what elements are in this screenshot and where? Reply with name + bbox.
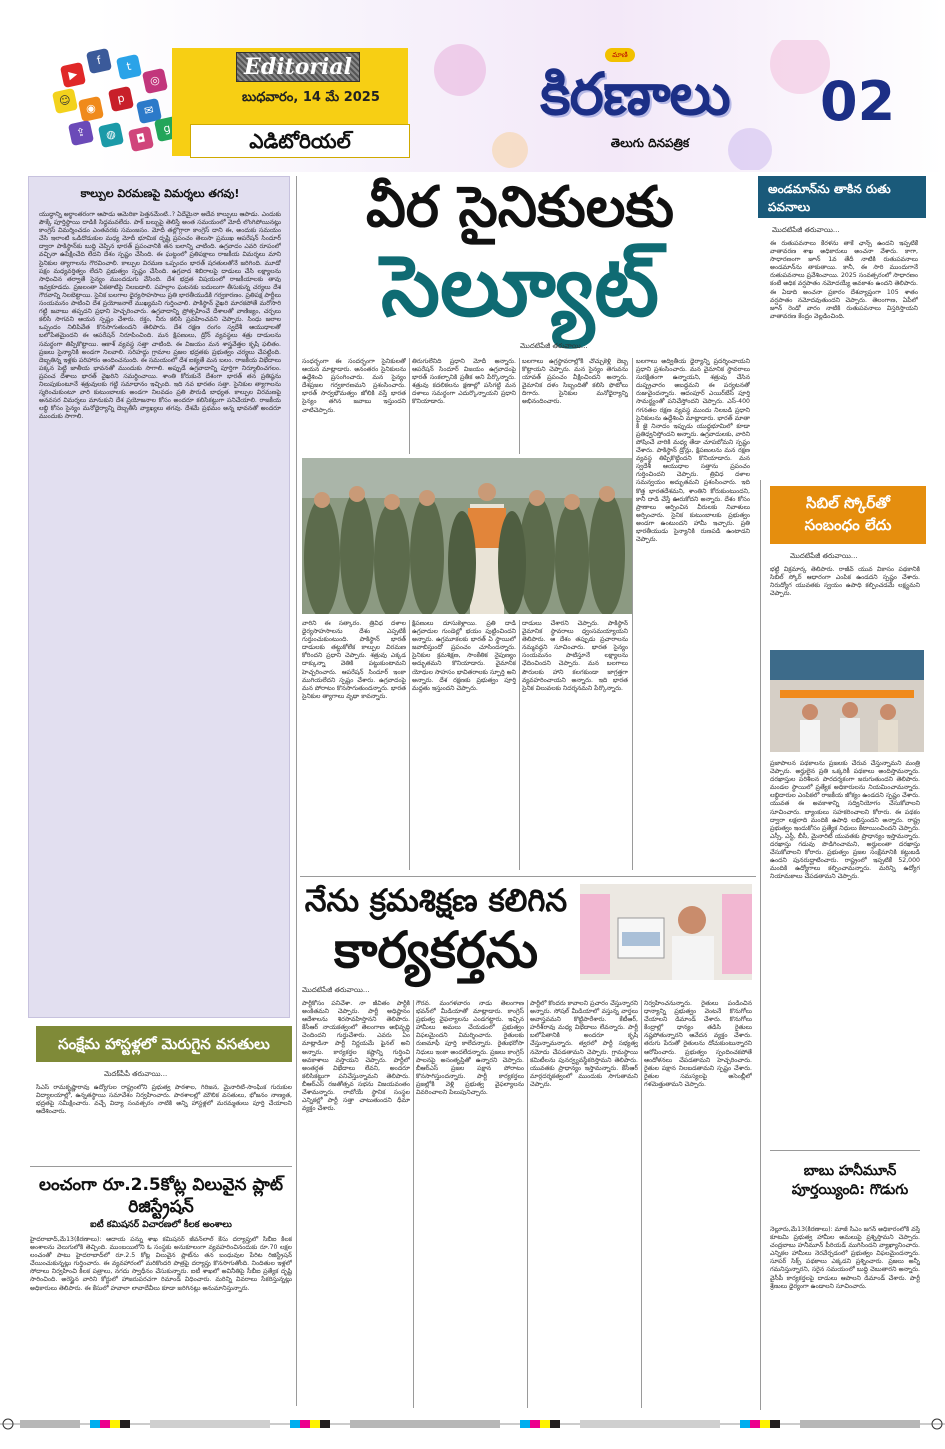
cibil-body: భట్టి విక్రమార్క తెలిపారు. రాజీవ్ యువ వికాసం పథకానికి సిబిల్ స్కోర్ ఆధారంగా ఎంపిక ఉండదని స్పష్టం చేశారు. నిరుద్యోగ యువతకు స్వయం ఉపాధి కల్పించడమే లక్ష్యమని చెప్పారు. <box>770 566 920 598</box>
google-icon: g <box>154 116 180 142</box>
section-label: ఎడిటోరియల్ <box>190 124 410 158</box>
main-column-d: బలగాలు అద్వితీయ ధైర్యాన్ని ప్రదర్శించాయని ప్రధాని ప్రశంసించారు. మన వైమానిక స్థావరాలు సురక్షితంగా ఉన్నాయని, శత్రువు చేసిన దుష్ప్రచారం అబద్ధమని ఈ పర్యటనతో రుజువైందన్నారు. ఆదంపూర్ ఎయిర్‌బేస్ పూర్తి సామర్థ్యంతో పనిచేస్తోందని చెప్పారు. ఎస్-400 గగనతల రక్షణ వ్యవస్థ ముందు నిలబడి ప్రధాని సైనికులను ఉద్దేశించి మాట్లాడారు. భారత్ మాతా కీ జై నినాదం ఇప్పుడు యుద్ధభూమిలో కూడా ప్రతిధ్వనిస్తోందని అన్నారు. ఉగ్రవాదులకు, వారిని పోషించే వారికి మధ్య తేడా చూపబోమని స్పష్టం చేశారు. పాకిస్థాన్ డ్రోన్లు, క్షిపణులను మన రక్షణ వ్యవస్థ తిప్పికొట్టిందని కొనియాడారు. మన స్వదేశీ ఆయుధాల సత్తాను ప్రపంచం గుర్తించిందని చెప్పారు. త్రివిధ దళాల సమన్వయం అద్భుతమని ప్రశంసించారు. ఇది కొత్త భారతదేశమని, శాంతిని కోరుకుంటుందని, కానీ దాడి చేస్తే ఊరుకోదని అన్నారు. దేశం కోసం ప్రాణాలు అర్పించిన వీరులకు నివాళులు అర్పించారు. సైనిక కుటుంబాలకు ప్రభుత్వం అండగా ఉంటుందని హామీ ఇచ్చారు. ప్రతి భారతీయుడు సైన్యానికి రుణపడి ఉంటాడని చెప్పారు. <box>636 358 750 544</box>
column-divider <box>413 1000 414 1408</box>
column-divider <box>632 358 633 870</box>
leader-photo-illustration <box>580 884 752 980</box>
print-registration-strip <box>0 1412 945 1436</box>
pinterest-icon: p <box>108 86 134 112</box>
newspaper-tagline: తెలుగు దినపత్రిక <box>610 136 690 150</box>
welfare-headline: సంక్షేమ హాస్టళ్లలో మెరుగైన వసతులు <box>36 1026 292 1062</box>
editorial-stamp: Editorial <box>236 52 360 82</box>
brand-badge: మాణి <box>605 48 635 62</box>
main-column-e: వారిని ఈ సత్కారం. త్రివిధ దళాల ధైర్యసాహసాలను దేశం ఎప్పటికీ గుర్తుంచుకుంటుంది. పాకిస్థాన్ భారత్ దాడులకు తట్టుకోలేక కాల్పుల విరమణ కోరిందని ప్రధాని చెప్పారు. శత్రువు ఎక్కడ దాక్కున్నా వెతికి పట్టుకుంటామని హెచ్చరించారు. ఆపరేషన్ సిందూర్ ఇంకా ముగియలేదని స్పష్టం చేశారు. ఉగ్రవాదంపై మన పోరాటం కొనసాగుతుందన్నారు. భారత సైనికుల త్యాగాలు వృథా కావన్నారు. <box>302 620 406 700</box>
camera-icon: ◘ <box>128 126 154 152</box>
column-divider <box>519 358 520 454</box>
globe-icon: ◍ <box>98 122 124 148</box>
issue-date: బుధవారం, 14 మే 2025 <box>242 90 380 105</box>
karyakartha-column-3: పార్టీలో కొందరు కావాలని ప్రచారం చేస్తున్నారని అన్నారు. సోషల్ మీడియాలో వస్తున్న వార్తలు అవాస్తవమని కొట్టిపారేశారు. కేటీఆర్, హరీశ్‌రావు మధ్య విభేదాలు లేవన్నారు. పార్టీ బలోపేతానికి అందరూ కృషి చేస్తున్నామన్నారు. త్వరలో పార్టీ సభ్యత్వ నమోదు చేపడతామని చెప్పారు. గ్రామస్థాయి కమిటీలను పునర్వ్యవస్థీకరిస్తామని తెలిపారు. యువతకు ప్రాధాన్యం ఇస్తామన్నారు. కేసీఆర్ మార్గదర్శకత్వంలో ముందుకు సాగుతామని చెప్పారు. <box>530 1000 638 1088</box>
welfare-body: సీఎస్ రామకృష్ణారావు ఉద్యోగుల రాష్ట్రంలోని ప్రభుత్వ పాఠశాల, గిరిజన, మైనారిటీ-సాంఘిక గురుకుల విద్యాలయాల్లో, ఉన్నతస్థాయి సమావేశం నిర్వహించారు. పాఠశాలల్లో మౌలిక వసతులు, భోజనం నాణ్యత, భద్రతపై సమీక్షించారు. వచ్చే విద్యా సంవత్సరం నాటికి అన్ని హాస్టళ్లలో మరమ్మతులు పూర్తి చేయాలని ఆదేశించారు. <box>36 1084 292 1116</box>
main-headline-line1: వీర సైనికులకు <box>365 175 675 240</box>
umbrella-headline: బాబు హనీమూన్ పూర్తయ్యింది: గొడుగు <box>791 1163 909 1198</box>
welfare-byline: మెదక్‌పీపీ తరువాయి... <box>104 1070 168 1078</box>
column-divider <box>527 1000 528 1408</box>
column-divider <box>409 620 410 870</box>
main-column-c: బలగాలు ఉగ్రస్థావరాల్లోకి చొచ్చుకెళ్లి దెబ్బ కొట్టాయని చెప్పారు. మన సైన్యం తెగువను యావత్ ప్రపంచం వీక్షించిందని అన్నారు. వైమానిక దళం సిబ్బందితో కలిసి ఫొటోలు దిగారు. సైనికుల మనోధైర్యాన్ని అభినందించారు. <box>522 358 628 406</box>
column-divider <box>760 480 761 1410</box>
main-column-b: తిరుగులేనిది ప్రధాని మోదీ అన్నారు. ఆపరేషన్ సిందూర్ విజయం ఉగ్రవాదంపై భారత్ సంకల్పానికి ప్రతీక అని పేర్కొన్నారు. శత్రువు కదలికలను క్షణాల్లో పసిగట్టి మన దళాలు సమర్థంగా ఎదుర్కొన్నాయని ప్రధాని కొనియాడారు. <box>412 358 516 406</box>
column-divider <box>519 620 520 870</box>
divider <box>30 1166 292 1167</box>
land-bribe-headline: లంచంగా రూ.2.5కోట్ల విలువైన ప్లాట్ రిజిస్ట్రేషన్ <box>38 1175 284 1217</box>
land-bribe-subhead: ఐటీ కమిషనర్ విచారణలో కీలక అంశాలు <box>90 1220 232 1230</box>
youtube-icon: ▶ <box>60 62 86 88</box>
page-number: 02 <box>820 70 896 133</box>
cibil-headline: సిబిల్ స్కోర్‌తో సంబంధం లేదు <box>770 486 926 544</box>
instagram-icon: ◎ <box>142 68 168 94</box>
event-body: ప్రజాపాలన పథకాలను ప్రజలకు చేరువ చేస్తున్నామని మంత్రి చెప్పారు. అర్హులైన ప్రతి ఒక్కరికీ పథకాలు అందిస్తామన్నారు. దరఖాస్తుల పరిశీలన పారదర్శకంగా జరుగుతుందని తెలిపారు. మండల స్థాయిలో ప్రత్యేక అధికారులను నియమించామన్నారు. లబ్ధిదారుల ఎంపికలో రాజకీయ జోక్యం ఉండదని స్పష్టం చేశారు. యువత ఈ అవకాశాన్ని సద్వినియోగం చేసుకోవాలని సూచించారు. బ్యాంకులు సహకరించాలని కోరారు. ఈ పథకం ద్వారా లక్షలాది మందికి ఉపాధి లభిస్తుందని అన్నారు. రాష్ట్ర ప్రభుత్వం ఇందుకోసం ప్రత్యేక నిధులు కేటాయించిందని చెప్పారు. ఎస్సీ, ఎస్టీ, బీసీ, మైనారిటీ యువతకు ప్రాధాన్యం ఇస్తామన్నారు. దరఖాస్తు గడువు పొడిగించామని, అర్హులంతా దరఖాస్తు చేసుకోవాలని కోరారు. ప్రభుత్వం ప్రజల సంక్షేమానికి కట్టుబడి ఉందని పునరుద్ఘాటించారు. రాష్ట్రంలో ఇప్పటికే 52,000 మందికి ఉద్యోగాలు కల్పించామన్నారు. మరిన్ని ఉద్యోగ నియామకాలు చేపడతామని చెప్పారు. <box>770 760 920 881</box>
main-column-g: దాడులు చేశారని చెప్పారు. పాకిస్థాన్ వైమానిక స్థావరాలు ధ్వంసమయ్యాయని తెలిపారు. ఆ దేశం తప్పుడు ప్రచారాలను నమ్మవద్దని సూచించారు. భారత సైన్యం సంయమనం పాటిస్తూనే లక్ష్యాలను ఛేదించిందని చెప్పారు. మన బలగాలు పౌరులకు హాని కలగకుండా జాగ్రత్తగా వ్యవహరించాయని అన్నారు. ఇది భారత సైనిక విలువలకు నిదర్శనమని పేర్కొన్నారు. <box>522 620 628 692</box>
leader-photo <box>580 884 752 980</box>
twitter-icon: t <box>116 54 142 80</box>
snapchat-icon: ☺ <box>52 88 78 114</box>
chat-icon: ✉ <box>136 98 162 124</box>
story-divider <box>300 876 756 877</box>
share-icon: ⇪ <box>68 120 94 146</box>
editorial-letter-body: యుద్ధాన్ని అర్థాంతరంగా ఆపాడు అమెరికా పెత్తనమేంటి..? ఏదేమైనా అదేవ కాల్పులు ఆపాడు. ఎందుకు పౌక్కే పూర్తిస్థాయి దాడికి సిద్ధమవలేదు. పాక్ బల్బుపై తెలిస్తే అంత సమయంలో మోదీ లొంగిపోయినట్లు కాంగ్రెస్ విమర్శించడం ఎంతవరకు సమంజసం. మోదీ తల్లొగ్గారా కాంగ్రెస్ దాని ఈ, అందుకు సమయం చేసి ఇలాంటి ఒడిదొడుకుల మధ్య మోదీ భూమిక దృష్టి ప్రపంచం తెలుసా ప్రముఖ ఆపరేషన్ సిందూర్ ద్వారా పాకిస్థాన్‌కు బుద్ధి చెప్పిన భారత్ ప్రపంచానికి తన బలాన్ని చాటింది. ఉగ్రవాదం ఎవరి రూపంలో వచ్చినా ఉపేక్షించేది లేదని దేశం స్పష్టం చేసింది. ఈ ఘట్టంలో ప్రతిపక్షాలు రాజకీయ విమర్శలు మాని సైనికుల త్యాగాలను గౌరవించాలి. కాల్పుల విరమణ ఒప్పందం భారత్ షరతులతోనే జరిగింది. మూడో పక్షం మధ్యవర్తిత్వం లేదని ప్రభుత్వం స్పష్టం చేసింది. ఉగ్రవాద శిబిరాలపై దాడులు చేసి లక్ష్యాలను సాధించిన తర్వాతే సైన్యం ముందడుగు వేసింది. దేశ భద్రత విషయంలో రాజకీయాలకు తావు ఇవ్వకూడదు. ప్రజలంతా ఏకతాటిపై నిలబడాలి. పహల్గాం ఘటనకు బదులుగా తీసుకున్న చర్యలు దేశ గౌరవాన్ని నిలబెట్టాయి. సైనిక బలగాల ధైర్యసాహసాలు ప్రతి భారతీయుడికి గర్వకారణం. ప్రతిపక్ష పార్టీలు సంయమనం పాటించి దేశ ప్రయోజనాలే ముఖ్యమని గుర్తించాలి. పాకిస్థాన్ వైఖరి మారకపోతే మరోసారి గట్టి జవాబు తప్పదని ప్రధాని హెచ్చరించారు. ఉగ్రవాదాన్ని ప్రోత్సహించే దేశాలతో వాణిజ్యం, చర్చలు కలిసి సాగవని ఆయన స్పష్టం చేశారు. రక్తం, నీరు కలిసి ప్రవహించవని చెప్పారు. సింధు జలాల ఒప్పందం నిలిపివేత కొనసాగుతుందని తెలిపారు. దేశ రక్షణ రంగం స్వదేశీ ఆయుధాలతో బలోపేతమైందని ఈ ఆపరేషన్ నిరూపించింది. మన క్షిపణులు, డ్రోన్ వ్యవస్థలు శత్రు దాడులను సమర్థంగా తిప్పికొట్టాయి. ఆకాశ్ వ్యవస్థ సత్తా చాటింది. ఈ విజయం మన శాస్త్రవేత్తల కృషి ఫలితం. ప్రజలు సైన్యానికి అండగా నిలవాలి. సరిహద్దు గ్రామాల ప్రజల భద్రతకు ప్రభుత్వం చర్యలు చేపట్టింది. దెబ్బతిన్న ఇళ్లకు పరిహారం అందించనుంది. ఈ సమయంలో దేశ ఐక్యతే మన బలం. రాజకీయ విభేదాలు పక్కన పెట్టి జాతీయ భావనతో ముందుకు సాగాలి. అప్పుడే ఉగ్రవాదాన్ని పూర్తిగా నిర్మూలించగలం. ప్రపంచ దేశాలు భారత్ వైఖరిని సమర్థించాయి. శాంతి కోరుకునే దేశంగా భారత్ తన ప్రతిష్ఠను నిలుపుకుంటూనే శత్రువులకు గట్టి సమాధానం ఇచ్చింది. ఇది నవ భారతం సత్తా. సైనికుల త్యాగాలను స్మరించుకుంటూ వారి కుటుంబాలకు అండగా నిలవడం ప్రతి పౌరుడి బాధ్యత. కాల్పుల విరమణపై అనవసర విమర్శలు మానుకుని దేశ ప్రయోజనాల కోసం అందరూ కలిసికట్టుగా పనిచేయాలి. రాజకీయ లబ్ధి కోసం సైన్యం మనోధైర్యాన్ని దెబ్బతీసే వ్యాఖ్యలు తగవు. దేశమే ప్రథమం అన్న భావనతో అందరూ ముందుకు సాగాలి. <box>39 211 281 421</box>
soldiers-photo <box>302 458 632 614</box>
facebook-icon: f <box>86 48 112 74</box>
main-column-a: సంధర్భంగా ఈ సందర్భంగా సైనికులతో ఆయన మాట్లాడారు. అనంతరం సైనికులను ఉద్దేశించి ప్రసంగించారు. మన సైన్యం దేశప్రజల గర్వకారణమని ప్రశంసించారు. భారత్ సార్వభౌమత్వం జోలికి వస్తే భారత సైన్యం తగిన జవాబు ఇస్తుందని చాటిచెప్పారు. <box>302 358 406 414</box>
rss-icon: ◉ <box>78 96 104 122</box>
main-headline-line2: సెల్యూట్ <box>381 237 659 335</box>
soldiers-photo-illustration <box>302 458 632 614</box>
event-photo <box>770 650 924 752</box>
land-bribe-body: హైదరాబాద్,మే13(కిరణాలు): ఆదాయ పన్ను శాఖ కమిషనర్ జీవన్‌లాల్ కేసు దర్యాప్తులో సీబీఐ కీలక అంశాలను వెలుగులోకి తెచ్చింది. ముంబయిలోని ఓ సంస్థకు అనుకూలంగా వ్యవహరించినందుకు రూ.70 లక్షల లంచంతో పాటు హైదరాబాద్‌లో రూ.2.5 కోట్ల విలువైన ప్లాట్‌ను తన బంధువుల పేరిట రిజిస్ట్రేషన్ చేయించుకున్నట్లు గుర్తించారు. ఈ వ్యవహారంలో మరికొందరి పాత్రపై దర్యాప్తు కొనసాగుతోంది. నిందితుల ఇళ్లలో సోదాలు నిర్వహించి కీలక పత్రాలు, నగదు స్వాధీనం చేసుకున్నారు. ఐటీ శాఖలో అవినీతిపై సీబీఐ ప్రత్యేక దృష్టి సారించింది. అరెస్టైన వారిని కోర్టులో హాజరుపరచగా రిమాండ్ విధించారు. మరిన్ని వివరాలు సేకరిస్తున్నట్లు అధికారులు తెలిపారు. ఈ కేసులో హవాలా లావాదేవీలు కూడా జరిగినట్లు అనుమానిస్తున్నారు. <box>30 1236 292 1292</box>
column-divider <box>409 358 410 454</box>
andaman-body: ఈ రుతుపవనాలు కేరళను తాకే ఛాన్స్ ఉందని ఇప్పటికే వాతావరణ శాఖ అధికారులు అంచనా వేశారు. కాగా, సాధారణంగా జూన్ 1వ తేదీ నాటికి రుతుపవనాలు అండమాన్‌ను తాకుతాయి. కానీ, ఈ సారి ముందుగానే రుతుపవనాలు ప్రవేశించాయి. 2025 సంవత్సరంలో సాధారణం కంటే అధిక వర్షపాతం నమోదయ్యే అవకాశం ఉందని తెలిపారు. ఈ ఏడాది అంచనా ప్రకారం దేశవ్యాప్తంగా 105 శాతం వర్షపాతం నమోదవుతుందని చెప్పారు. తెలంగాణ, ఏపీలో జూన్ రెండో వారం నాటికి రుతుపవనాలు విస్తరిస్తాయని వాతావరణ కేంద్రం వెల్లడించింది. <box>770 240 918 320</box>
newspaper-name: కిరణాలు <box>540 60 730 128</box>
karyakartha-column-2: గౌరవ. మంగళవారం నాడు తెలంగాణ భవన్‌లో మీడియాతో మాట్లాడారు. కాంగ్రెస్ ప్రభుత్వ వైఫల్యాలను ఎండగట్టారు. ఇచ్చిన హామీలు అమలు చేయడంలో ప్రభుత్వం విఫలమైందని విమర్శించారు. రైతులకు రుణమాఫీ పూర్తి కాలేదన్నారు. రైతుభరోసా నిధులు ఇంకా అందలేదన్నారు. ప్రజలు కాంగ్రెస్ పాలనపై అసంతృప్తితో ఉన్నారని చెప్పారు. బీఆర్ఎస్ ప్రజల పక్షాన పోరాటం కొనసాగిస్తుందన్నారు. పార్టీ కార్యకర్తలు ప్రజల్లోకి వెళ్లి ప్రభుత్వ వైఫల్యాలను వివరించాలని పిలుపునిచ్చారు. <box>416 1000 524 1097</box>
cibil-byline: మొదటిపేజీ తరువాయి... <box>790 552 858 560</box>
editorial-letter-box <box>28 176 290 1018</box>
masthead-header <box>0 0 945 172</box>
umbrella-body: నెల్లూరు,మే13(కిరణాలు): మాజీ సీఎం జగన్ అధికారంలోకి వస్తే కూటమి ప్రభుత్వ హామీల అమలుపై ప్రశ్నిస్తామని చెప్పారు. చంద్రబాబు హనీమూన్ పీరియడ్ ముగిసిందని వ్యాఖ్యానించారు. ఎన్నికల హామీలు నెరవేర్చడంలో ప్రభుత్వం విఫలమైందన్నారు. సూపర్ సిక్స్ పథకాలు ఎక్కడని ప్రశ్నించారు. ప్రజలు అన్నీ గమనిస్తున్నారని, సరైన సమయంలో బుద్ధి చెబుతారని అన్నారు. వైసీపీ కార్యకర్తలపై దాడులు ఆపాలని డిమాండ్ చేశారు. పార్టీ శ్రేణులు ధైర్యంగా ఉండాలని సూచించారు. <box>770 1226 920 1290</box>
andaman-byline: మొదటిపేజీ తరువాయి... <box>772 226 840 234</box>
karyakartha-headline-line2: కార్యకర్తను <box>333 921 539 979</box>
andaman-headline: అండమాన్‌ను తాకిన రుతు పవనాలు <box>758 176 926 218</box>
karyakartha-column-1: పార్టీకోసం పనిచేశా. నా జీవితం పార్టీకి అంకితమని చెప్పారు. పార్టీ అధిష్టానం ఆదేశాలను శిరసావహిస్తానని తెలిపారు. కేసీఆర్ నాయకత్వంలో తెలంగాణ అభివృద్ధి చెందిందని గుర్తుచేశారు. ఎవరు ఏం మాట్లాడినా పార్టీ నిర్ణయమే ఫైనల్ అని అన్నారు. కార్యకర్తల కష్టాన్ని గుర్తించి అవకాశాలు వస్తాయని చెప్పారు. పార్టీలో అంతర్గత విభేదాలు లేవని, అందరూ కలిసికట్టుగా పనిచేస్తున్నామని తెలిపారు. బీఆర్ఎస్ రజతోత్సవ సభను విజయవంతం చేశామన్నారు. రాబోయే స్థానిక సంస్థల ఎన్నికల్లో పార్టీ సత్తా చాటుతుందని ధీమా వ్యక్తం చేశారు. <box>302 1000 410 1113</box>
karyakartha-column-4: నిర్వహించనున్నారు. రైతులు పండించిన ధాన్యాన్ని ప్రభుత్వం వెంటనే కొనుగోలు చేయాలని డిమాండ్ చేశారు. కొనుగోలు కేంద్రాల్లో ధాన్యం తడిసి రైతులు నష్టపోతున్నారని ఆవేదన వ్యక్తం చేశారు. తరుగు పేరుతో రైతులను దోచుకుంటున్నారని ఆరోపించారు. ప్రభుత్వం స్పందించకపోతే ఆందోళనలు చేపడతామని హెచ్చరించారు. రైతుల పక్షాన నిలబడతామని స్పష్టం చేశారు. రైతుల సమస్యలపై అసెంబ్లీలో గళమెత్తుతామని చెప్పారు. <box>644 1000 752 1088</box>
karyakartha-byline: మొదటిపేజీ తరువాయి... <box>302 986 370 994</box>
story-divider <box>770 1150 920 1151</box>
karyakartha-headline-line1: నేను క్రమశిక్షణ కలిగిన <box>304 883 568 919</box>
editorial-letter-title: కాల్పుల విరమణపై విమర్శలు తగవు! <box>80 187 240 200</box>
registration-bars <box>0 1412 945 1436</box>
column-divider <box>296 176 297 1406</box>
event-photo-illustration <box>770 650 924 752</box>
column-divider <box>641 1000 642 1408</box>
main-column-f: క్షిపణులు దూసుకెళ్లాయి. ప్రతి దాడి ఉగ్రవాదుల గుండెల్లో భయం పుట్టించిందని అన్నారు. ఉగ్రమూకలకు భారత్ ఏ స్థాయిలో జవాబిస్తుందో ప్రపంచం చూసిందన్నారు. సైనికుల క్రమశిక్షణ, సాంకేతిక నైపుణ్యం అద్భుతమని కొనియాడారు. వైమానిక యోధుల సాహసం భావితరాలకు స్ఫూర్తి అని అన్నారు. దేశ రక్షణకు ప్రభుత్వం పూర్తి మద్దతు ఇస్తుందని చెప్పారు. <box>412 620 516 692</box>
main-byline: మొదటిపేజీ తరువాయి... <box>520 342 588 350</box>
